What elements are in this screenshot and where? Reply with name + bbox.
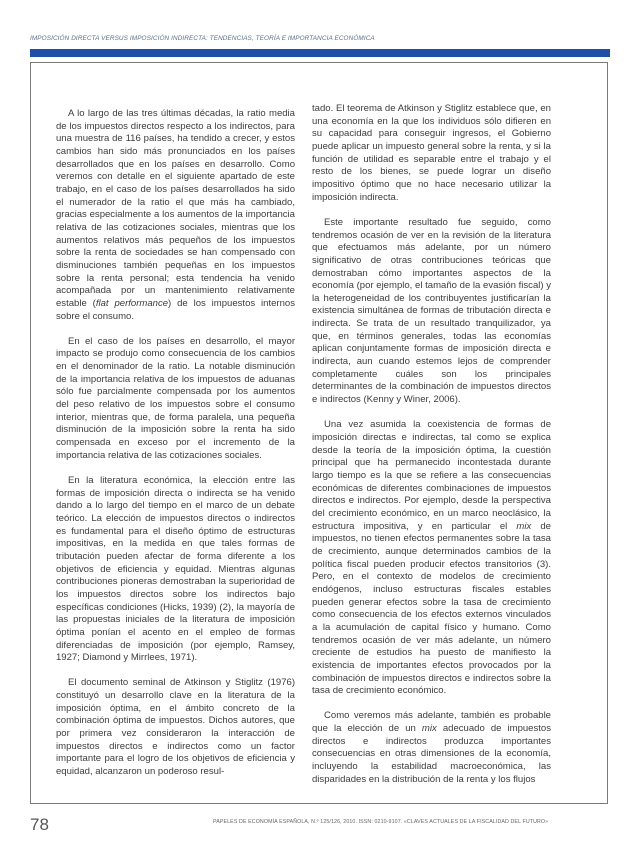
paragraph: Una vez asumida la coexistencia de formas de imposición directas e indirectas, tal como se explica desde la teoría de la imposición óptima, la cuestión principal que ha permanecido incontestada durante largo tiempo es la que se refiere a las consecuencias económicas de diferentes combinaciones de impuestos directos e indirectos. Por ejemplo, desde la perspectiva del crecimiento económico, en un marco neoclásico, la estructura impositiva, y en particular el mix de impuestos, no tienen efectos permanentes sobre la tasa de crecimiento, aunque determinados cambios de la política fiscal pueden producir efectos transitorios (3). Pero, en el contexto de modelos de crecimiento endógenos, incluso estructuras fiscales estables pueden generar efectos sobre la tasa de crecimiento como consecuencia de los efectos externos vinculados a la acumulación de capital físico y humano. Como tendremos ocasión de ver más adelante, un número creciente de estudios ha puesto de manifiesto la existencia de importantes efectos provocados por la combinación de impuestos directos e indirectos sobre la tasa de crecimiento económico. [312,419,551,697]
paragraph: tado. El teorema de Atkinson y Stiglitz establece que, en una economía en la que los individuos sólo difieren en su capacidad para conseguir ingresos, el Gobierno puede aplicar un impuesto general sobre la renta, y si la función de utilidad es separable entre el trabajo y el resto de los bienes, se puede lograr un diseño impositivo óptimo que no hace necesario utilizar la imposición indirecta. [312,103,551,203]
journal-footer: PAPELES DE ECONOMÍA ESPAÑOLA, N.º 125/126, 2010. ISSN: 0210-9107. «CLAVES ACTUALES DE LA FISCALIDAD DEL FUTURO» [213,819,549,825]
page-number: 78 [30,815,49,834]
left-column [56,108,295,791]
running-head: IMPOSICIÓN DIRECTA VERSUS IMPOSICIÓN INDIRECTA: TENDENCIAS, TEORÍA E IMPORTANCIA ECONÓMICA [30,35,375,42]
paragraph: Como veremos más adelante, también es probable que la elección de un mix adecuado de impuestos directos e indirectos produzca importantes consecuencias en otras dimensiones de la economía, incluyendo la estabilidad macroeconómica, las disparidades en la distribución de la renta y los flujos [312,710,552,785]
paragraph: Este importante resultado fue seguido, como tendremos ocasión de ver en la revisión de la literatura que efectuamos más adelante, por un número significativo de otras contribuciones teóricas que demostraban cómo importantes aspectos de la economía (por ejemplo, el tamaño de la evasión fiscal) y la heterogeneidad de los contribuyentes justificarían la existencia simultánea de formas de tributación directa e indirecta. Se trata de un resultado tranquilizador, ya que, en términos generales, todas las economías aplican conjuntamente formas de imposición directa e indirecta, aun cuando estemos lejos de comprender completamente cuáles son los principales determinantes de la combinación de impuestos directos e indirectos (Kenny y Winer, 2006). [312,216,551,406]
right-column [312,103,551,799]
paragraph: A lo largo de las tres últimas décadas, la ratio media de los impuestos directos respecto a los indirectos, para una muestra de 116 países, ha tendido a crecer, y estos cambios han sido más pronunciados en los países desarrollados que en los países en desarrollo. Como veremos con detalle en el siguiente apartado de este trabajo, en el caso de los países desarrollados ha sido el numerador de la ratio el que más ha cambiado, gracias especialmente a los aumentos de la importancia relativa de las cotizaciones sociales, mientras que los aumentos relativos más pequeños de los impuestos sobre la renta de sociedades se han compensado con disminuciones también pequeñas en los impuestos sobre la renta personal; esta tendencia ha venido acompañada por un mantenimiento relativamente estable (flat performance) de los impuestos internos sobre el consumo. [56,108,295,322]
header-accent-bar [30,49,610,57]
paragraph: En la literatura económica, la elección entre las formas de imposición directa o indirecta se ha venido dando a lo largo del tiempo en el marco de un debate teórico. La elección de impuestos directos o indirectos es fundamental para el diseño óptimo de estructuras impositivas, en la medida en que tales formas de tributación pueden afectar de forma diferente a los objetivos de eficiencia y equidad. Mientras algunas contribuciones pioneras demostraban la superioridad de los impuestos directos sobre los indirectos bajo específicas condiciones (Hicks, 1939) (2), la mayoría de las propuestas iniciales de la literatura de imposición óptima ponían el acento en el empleo de formas diferenciadas de imposición (por ejemplo, Ramsey, 1927; Diamond y Mirrlees, 1971). [56,475,295,664]
paragraph: En el caso de los países en desarrollo, el mayor impacto se produjo como consecuencia de los cambios en el denominador de la ratio. La notable disminución de la importancia relativa de los impuestos de aduanas sólo fue parcialmente compensada por los aumentos del peso relativo de los impuestos sobre el consumo interior, mientras que, de forma paralela, una pequeña disminución de la imposición sobre la renta ha sido compensada en exceso por el incremento de la importancia relativa de las cotizaciones sociales. [56,335,295,461]
paragraph: El documento seminal de Atkinson y Stiglitz (1976) constituyó un desarrollo clave en la literatura de la imposición óptima, en el ámbito concreto de la combinación óptima de impuestos. Dichos autores, que por primera vez consideraron la interacción de impuestos directos e indirectos como un factor importante para el logro de los objetivos de eficiencia y equidad, alcanzaron un poderoso resul- [56,677,295,778]
